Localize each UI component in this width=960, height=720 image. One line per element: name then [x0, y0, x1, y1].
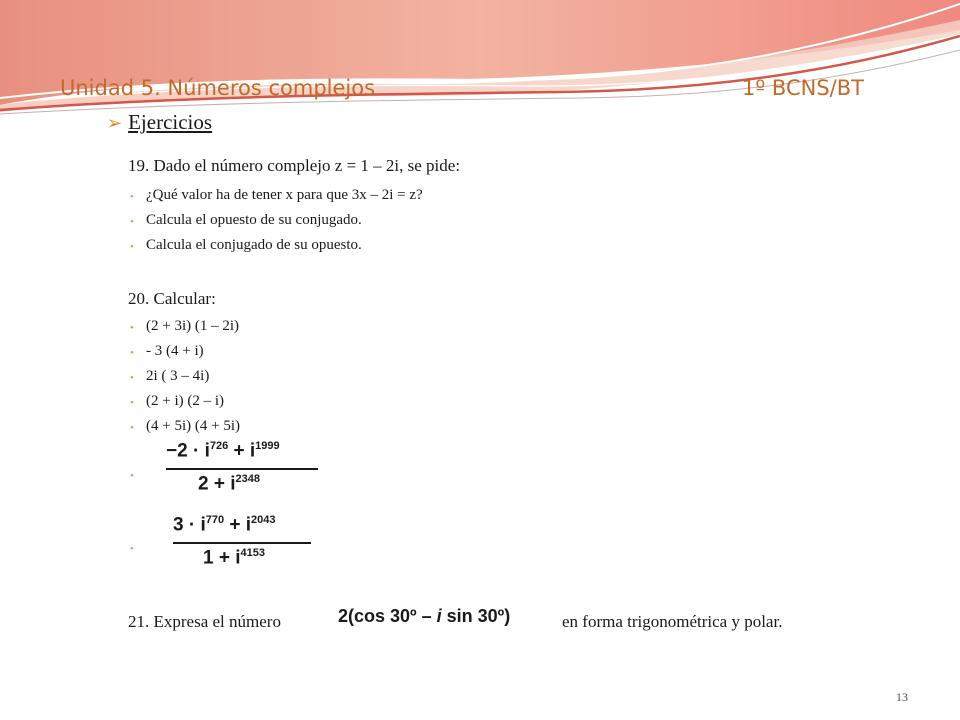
section-label: Ejercicios: [128, 110, 213, 134]
bullet-icon: •: [130, 216, 134, 228]
bullet-icon: •: [130, 347, 134, 359]
exercise-19-item: Calcula el opuesto de su conjugado.: [146, 212, 362, 228]
bullet-icon: •: [130, 241, 134, 253]
fraction-2-denominator: $1 + i^{4153}$: [203, 547, 265, 569]
fraction-1-denominator: $2 + i^{2348}$: [198, 473, 260, 495]
bullet-icon: •: [130, 191, 134, 203]
bullet-icon: •: [130, 470, 134, 482]
bullet-icon: •: [130, 322, 134, 334]
header-banner: [0, 0, 960, 120]
exercise-19-heading: 19. Dado el número complejo z = 1 – 2i, se pide:: [128, 156, 461, 175]
slide-title: Unidad 5. Números complejos: [60, 76, 376, 100]
fraction-1-numerator: $-2 \cdot i^{726} + i^{1999}$: [166, 440, 280, 462]
fraction-2-bar: [173, 542, 311, 544]
fraction-1-bar: [166, 468, 318, 470]
fraction-1: [160, 438, 330, 498]
exercise-20-heading: 20. Calcular:: [128, 289, 216, 308]
fraction-2-numerator: $3 \cdot i^{770} + i^{2043}$: [173, 514, 276, 536]
exercise-19-item: Calcula el conjugado de su opuesto.: [146, 237, 362, 253]
exercise-20-item: 2i ( 3 – 4i): [146, 368, 210, 384]
exercise-20-item: (4 + 5i) (4 + 5i): [146, 418, 240, 434]
arrow-right-icon: ➢: [107, 113, 123, 133]
exercise-20-item: (2 + 3i) (1 – 2i): [146, 318, 240, 334]
exercise-21-suffix: en forma trigonométrica y polar.: [562, 612, 783, 631]
exercise-21-prefix: 21. Expresa el número: [128, 612, 281, 631]
exercise-19-item: ¿Qué valor ha de tener x para que 3x – 2i = z?: [146, 187, 423, 203]
exercise-21-expression: 2(cos 30º – i sin 30º): [338, 606, 511, 626]
exercise-20-item: - 3 (4 + i): [146, 343, 204, 359]
bullet-icon: •: [130, 422, 134, 434]
bullet-icon: •: [130, 543, 134, 555]
bullet-icon: •: [130, 397, 134, 409]
bullet-icon: •: [130, 372, 134, 384]
fraction-2: [165, 512, 325, 572]
page-number: 13: [896, 690, 908, 704]
section-heading: [107, 110, 212, 135]
course-label: 1º BCNS/BT: [742, 76, 864, 100]
exercise-20-item: (2 + i) (2 – i): [146, 393, 225, 409]
